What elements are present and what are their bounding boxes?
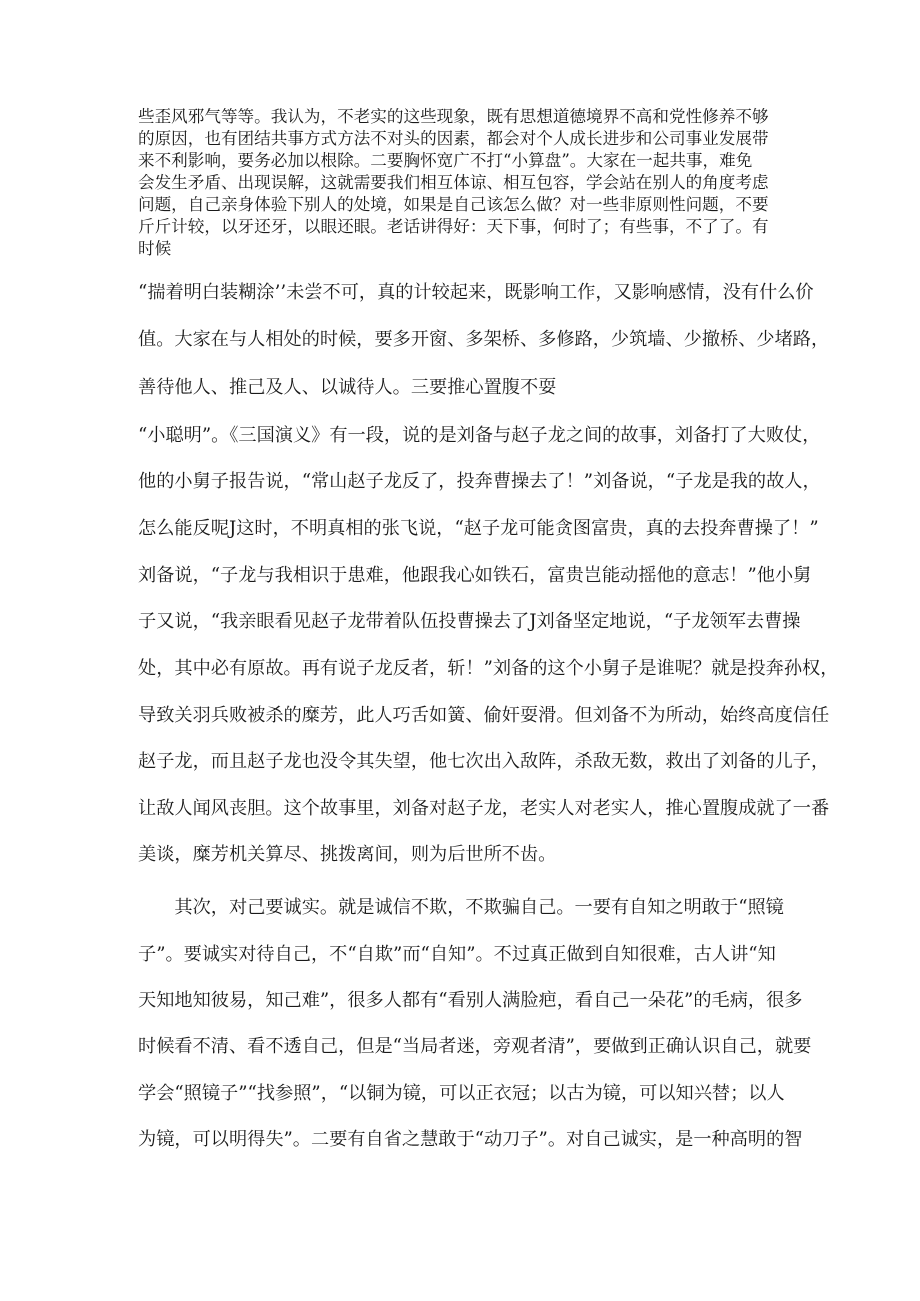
text-line: 其次，对己要诚实。就是诚信不欺，不欺骗自己。一要有自知之明敢于“照镜 <box>138 897 784 918</box>
text-line: 怎么能反呢J这时，不明真相的张飞说，“赵子龙可能贪图富贵，真的去投奔曹操了！” <box>138 518 819 539</box>
text-line: 子又说，“我亲眼看见赵子龙带着队伍投曹操去了J刘备坚定地说，“子龙领军去曹操 <box>138 611 801 632</box>
text-line: 时候看不清、看不透自己，但是“当局者迷，旁观者清”，要做到正确认识自己，就要 <box>138 1036 812 1057</box>
text-line: 让敌人闻风丧胆。这个故事里，刘备对赵子龙，老实人对老实人，推心置腹成就了一番 <box>138 798 830 819</box>
text-line: 赵子龙，而且赵子龙也没令其失望，他七次出入敌阵，杀敌无数，救出了刘备的儿子， <box>138 751 830 772</box>
text-line: 值。大家在与人相处的时候，要多开窗、多架桥、多修路，少筑墙、少撤桥、少堵路， <box>138 329 830 350</box>
text-line: 刘备说，“子龙与我相识于患难，他跟我心如铁石，富贵岂能动摇他的意志！”他小舅 <box>138 565 812 586</box>
text-line: 来不利影响，要务必加以根除。二要胸怀宽广不打“小算盘”。大家在一起共事，难免 <box>138 151 753 170</box>
text-line: 问题，自己亲身体验下别人的处境，如果是自己该怎么做？对一些非原则性问题，不要 <box>138 195 769 214</box>
text-line: 天知地知彼易，知己难”，很多人都有“看别人满脸疤，看自己一朵花”的毛病，很多 <box>138 990 803 1011</box>
text-line: 学会“照镜子”“找参照”，“以铜为镜，可以正衣冠；以古为镜，可以知兴替；以人 <box>138 1083 785 1104</box>
text-line: 为镜，可以明得失”。二要有自省之慧敢于“动刀子”。对自己诚实，是一种高明的智 <box>138 1129 803 1150</box>
text-line: 些歪风邪气等等。我认为，不老实的这些现象，既有思想道德境界不高和党性修养不够 <box>138 107 769 126</box>
text-line: 处，其中必有原故。再有说子龙反者，斩！”刘备的这个小舅子是谁呢？就是投奔孙权， <box>138 658 839 679</box>
text-line: 善待他人、推己及人、以诚待人。三要推心置腹不耍 <box>138 377 557 398</box>
text-line: 斤斤计较，以牙还牙，以眼还眼。老话讲得好：天下事，何时了；有些事，不了了。有 <box>138 217 769 236</box>
text-line: 的原因，也有团结共事方式方法不对头的因素，都会对个人成长进步和公司事业发展带 <box>138 129 769 148</box>
text-line: 美谈，糜芳机关算尽、挑拨离间，则为后世所不齿。 <box>138 844 557 865</box>
text-line: “小聪明”。《三国演义》有一段，说的是刘备与赵子龙之间的故事，刘备打了大败仗， <box>138 425 821 446</box>
text-line: 子”。要诚实对待自己，不“自欺”而“自知”。不过真正做到自知很难，古人讲“知 <box>138 944 776 965</box>
text-line: 他的小舅子报告说，“常山赵子龙反了，投奔曹操去了！”刘备说，“子龙是我的故人， <box>138 471 821 492</box>
text-line: “揣着明白装糊涂’’未尝不可，真的计较起来，既影响工作，又影响感情，没有什么价 <box>138 282 814 303</box>
text-line: 导致关羽兵败被杀的糜芳，此人巧舌如簧、偷奸耍滑。但刘备不为所动，始终高度信任 <box>138 705 830 726</box>
text-line: 会发生矛盾、出现误解，这就需要我们相互体谅、相互包容，学会站在别人的角度考虑 <box>138 173 769 192</box>
text-line: 时候 <box>138 239 172 258</box>
